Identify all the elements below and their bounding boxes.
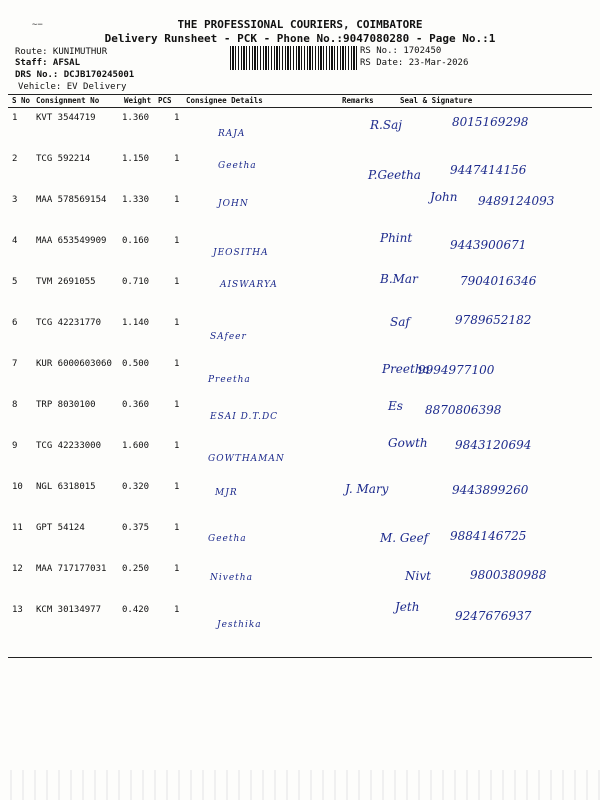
cell-pcs: 1 xyxy=(174,195,180,205)
consignee-handwritten-name: ESAI D.T.DC xyxy=(210,412,279,422)
cell-pcs: 1 xyxy=(174,359,180,369)
cell-consignment: MAA 578569154 xyxy=(36,195,107,205)
column-headers xyxy=(8,95,592,107)
col-weight: Weight xyxy=(124,96,152,105)
table-row xyxy=(8,395,592,436)
vehicle-label: Vehicle: EV Delivery xyxy=(18,82,127,92)
cell-sno: 13 xyxy=(12,605,23,615)
cell-sno: 10 xyxy=(12,482,23,492)
consignee-handwritten-name: SAfeer xyxy=(210,332,247,342)
cell-weight: 0.250 xyxy=(122,564,150,574)
cell-consignment: TCG 592214 xyxy=(36,154,91,164)
table-row xyxy=(8,149,592,190)
table-row xyxy=(8,313,592,354)
col-seal: Seal & Signature xyxy=(400,96,473,105)
table-row xyxy=(8,108,592,149)
cell-weight: 1.330 xyxy=(122,195,150,205)
consignee-handwritten-name: JEOSITHA xyxy=(213,248,269,258)
staff-label: Staff: AFSAL xyxy=(15,58,81,68)
cell-weight: 0.160 xyxy=(122,236,150,246)
cell-consignment: KVT 3544719 xyxy=(36,113,96,123)
paper-edge xyxy=(0,770,600,800)
cell-pcs: 1 xyxy=(174,564,180,574)
consignee-handwritten-name: MJR xyxy=(215,488,238,498)
drs-label: DRS No.: DCJB170245001 xyxy=(15,70,135,80)
consignee-handwritten-name: Geetha xyxy=(208,534,247,544)
receiver-signature: Saf xyxy=(390,315,410,329)
receiver-phone-handwritten: 8015169298 xyxy=(452,115,529,129)
table-row xyxy=(8,231,592,272)
receiver-phone-handwritten: 9884146725 xyxy=(450,529,527,543)
cell-pcs: 1 xyxy=(174,318,180,328)
table-row xyxy=(8,600,592,641)
rs-number: RS No.: 1702450 xyxy=(360,46,442,56)
cell-pcs: 1 xyxy=(174,441,180,451)
company-title: THE PROFESSIONAL COURIERS, COIMBATORE xyxy=(177,18,423,31)
cell-consignment: TCG 42233000 xyxy=(36,441,102,451)
runsheet-subtitle: Delivery Runsheet - PCK - Phone No.:9047080280 - Page No.:1 xyxy=(104,32,496,45)
receiver-phone-handwritten: 7904016346 xyxy=(460,274,537,288)
cell-consignment: GPT 54124 xyxy=(36,523,85,533)
receiver-signature: J. Mary xyxy=(345,482,389,496)
consignee-handwritten-name: Geetha xyxy=(218,161,257,171)
cell-weight: 0.360 xyxy=(122,400,150,410)
cell-consignment: MAA 653549909 xyxy=(36,236,107,246)
cell-sno: 4 xyxy=(12,236,18,246)
cell-weight: 0.375 xyxy=(122,523,150,533)
consignee-handwritten-name: GOWTHAMAN xyxy=(208,454,285,464)
receiver-signature: Jeth xyxy=(395,600,420,614)
receiver-signature: M. Geef xyxy=(380,531,429,545)
table-row xyxy=(8,436,592,477)
col-consignee: Consignee Details xyxy=(186,96,263,105)
table-row xyxy=(8,190,592,231)
cell-weight: 0.320 xyxy=(122,482,150,492)
cell-weight: 1.600 xyxy=(122,441,150,451)
cell-sno: 12 xyxy=(12,564,23,574)
cell-sno: 8 xyxy=(12,400,18,410)
consignee-handwritten-name: Jesthika xyxy=(217,620,262,630)
cell-consignment: TCG 42231770 xyxy=(36,318,102,328)
cell-weight: 0.500 xyxy=(122,359,150,369)
receiver-phone-handwritten: 9443900671 xyxy=(450,238,527,252)
receiver-phone-handwritten: 9447414156 xyxy=(450,163,527,177)
cell-sno: 3 xyxy=(12,195,18,205)
cell-pcs: 1 xyxy=(174,154,180,164)
receiver-signature: John xyxy=(430,190,458,204)
table-row xyxy=(8,354,592,395)
cell-sno: 5 xyxy=(12,277,18,287)
col-consignment: Consignment No xyxy=(36,96,100,105)
cell-sno: 11 xyxy=(12,523,23,533)
col-remarks: Remarks xyxy=(342,96,374,105)
cell-consignment: KUR 6000603060 xyxy=(36,359,112,369)
cell-pcs: 1 xyxy=(174,277,180,287)
receiver-phone-handwritten: 9247676937 xyxy=(455,609,532,623)
consignee-handwritten-name: Nivetha xyxy=(210,573,253,583)
cell-sno: 2 xyxy=(12,154,18,164)
table-end-rule xyxy=(8,657,592,658)
receiver-phone-handwritten: 9489124093 xyxy=(478,194,555,208)
barcode xyxy=(230,46,358,70)
margin-scribble: ∼− xyxy=(32,20,43,30)
cell-pcs: 1 xyxy=(174,523,180,533)
receiver-phone-handwritten: 8870806398 xyxy=(425,403,502,417)
table-row xyxy=(8,518,592,559)
receiver-signature: Preetha xyxy=(382,362,430,376)
consignee-handwritten-name: AISWARYA xyxy=(220,280,278,290)
cell-pcs: 1 xyxy=(174,482,180,492)
cell-consignment: TRP 8030100 xyxy=(36,400,96,410)
cell-sno: 6 xyxy=(12,318,18,328)
cell-consignment: TVM 2691055 xyxy=(36,277,96,287)
receiver-signature: Phint xyxy=(380,231,413,245)
cell-pcs: 1 xyxy=(174,236,180,246)
cell-sno: 7 xyxy=(12,359,18,369)
receiver-phone-handwritten: 9789652182 xyxy=(455,313,532,327)
cell-pcs: 1 xyxy=(174,605,180,615)
receiver-phone-handwritten: 9800380988 xyxy=(470,568,547,582)
receiver-signature: B.Mar xyxy=(380,272,418,286)
cell-consignment: MAA 717177031 xyxy=(36,564,107,574)
receiver-signature: Gowth xyxy=(388,436,428,450)
consignee-handwritten-name: Preetha xyxy=(208,375,251,385)
cell-weight: 1.140 xyxy=(122,318,150,328)
cell-pcs: 1 xyxy=(174,113,180,123)
route-label: Route: KUNIMUTHUR xyxy=(15,47,108,57)
table-row xyxy=(8,272,592,313)
table-row xyxy=(8,559,592,600)
receiver-phone-handwritten: 9994977100 xyxy=(418,363,495,377)
col-sno: S No xyxy=(12,96,31,105)
receiver-signature: Es xyxy=(388,399,403,413)
consignee-handwritten-name: JOHN xyxy=(218,199,249,209)
col-pcs: PCS xyxy=(158,96,172,105)
cell-weight: 1.360 xyxy=(122,113,150,123)
receiver-phone-handwritten: 9843120694 xyxy=(455,438,532,452)
cell-weight: 0.420 xyxy=(122,605,150,615)
consignee-handwritten-name: RAJA xyxy=(218,129,246,139)
receiver-signature: P.Geetha xyxy=(368,168,421,182)
cell-sno: 1 xyxy=(12,113,18,123)
cell-consignment: KCM 30134977 xyxy=(36,605,102,615)
table-row xyxy=(8,477,592,518)
receiver-signature: R.Saj xyxy=(370,118,402,132)
cell-consignment: NGL 6318015 xyxy=(36,482,96,492)
cell-pcs: 1 xyxy=(174,400,180,410)
rs-date: RS Date: 23-Mar-2026 xyxy=(360,58,469,68)
receiver-signature: Nivt xyxy=(405,569,431,583)
cell-sno: 9 xyxy=(12,441,18,451)
receiver-phone-handwritten: 9443899260 xyxy=(452,483,529,497)
cell-weight: 1.150 xyxy=(122,154,150,164)
cell-weight: 0.710 xyxy=(122,277,150,287)
